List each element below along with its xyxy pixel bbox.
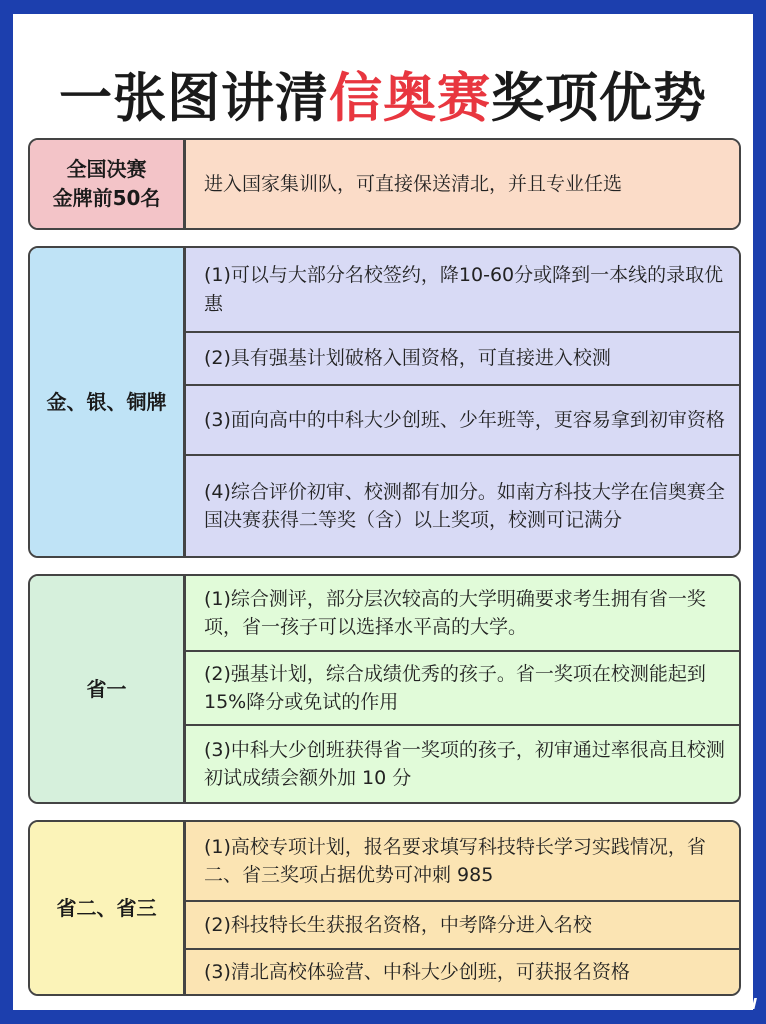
title-part1: 一张图讲清: [59, 68, 329, 129]
section-label-text: 省一: [86, 676, 127, 701]
section-items: [186, 140, 739, 228]
section-provincial-first: [28, 574, 741, 804]
section-label-text: 金、银、铜牌: [46, 389, 167, 414]
section-label: [30, 822, 186, 994]
section-label: [30, 576, 186, 802]
section-items: [186, 248, 739, 556]
section-label-text: 省二、省三: [56, 895, 157, 920]
section-items: [186, 822, 739, 994]
section-label: [30, 248, 186, 556]
section-item: 进入国家集训队，可直接保送清北，并且专业任选: [204, 172, 623, 195]
section-national-gold-top50: [28, 138, 741, 230]
section-gold-silver-bronze: [28, 246, 741, 558]
brand-watermark: [694, 996, 762, 1022]
page-title: [13, 56, 753, 132]
title-highlight: 信奥赛: [329, 68, 491, 129]
section-items: [186, 576, 739, 802]
section-item: (3)中科大少创班获得省一奖项的孩子，初审通过率很高且校测初试成绩会额外加 10 分: [186, 724, 739, 802]
section-item: (4)综合评价初审、校测都有加分。如南方科技大学在信奥赛全国决赛获得二等奖（含）以上奖项，校测可记满分: [186, 454, 739, 556]
section-item: (1)综合测评，部分层次较高的大学明确要求考生拥有省一奖项，省一孩子可以选择水平高的大学。: [204, 587, 706, 638]
section-label-text: 全国决赛 金牌前50名: [52, 157, 161, 210]
brand-logo: X-NEW: [697, 995, 759, 1013]
title-part2: 奖项优势: [491, 68, 707, 129]
section-item: (1)可以与大部分名校签约，降10-60分或降到一本线的录取优惠: [204, 264, 724, 315]
infographic-sheet: [13, 14, 753, 1010]
section-item: (2)科技特长生获报名资格，中考降分进入名校: [186, 900, 739, 948]
section-item: (3)清北高校体验营、中科大少创班，可获报名资格: [186, 948, 739, 994]
section-item: (3)面向高中的中科大少创班、少年班等，更容易拿到初审资格: [186, 384, 739, 454]
section-item: (2)强基计划，综合成绩优秀的孩子。省一奖项在校测能起到15%降分或免试的作用: [186, 650, 739, 724]
section-item: (2)具有强基计划破格入围资格，可直接进入校测: [186, 331, 739, 384]
section-item: (1)高校专项计划，报名要求填写科技特长学习实践情况，省二、省三奖项占据优势可冲刺 985: [204, 835, 706, 886]
section-label: [30, 140, 186, 228]
section-provincial-second-third: [28, 820, 741, 996]
